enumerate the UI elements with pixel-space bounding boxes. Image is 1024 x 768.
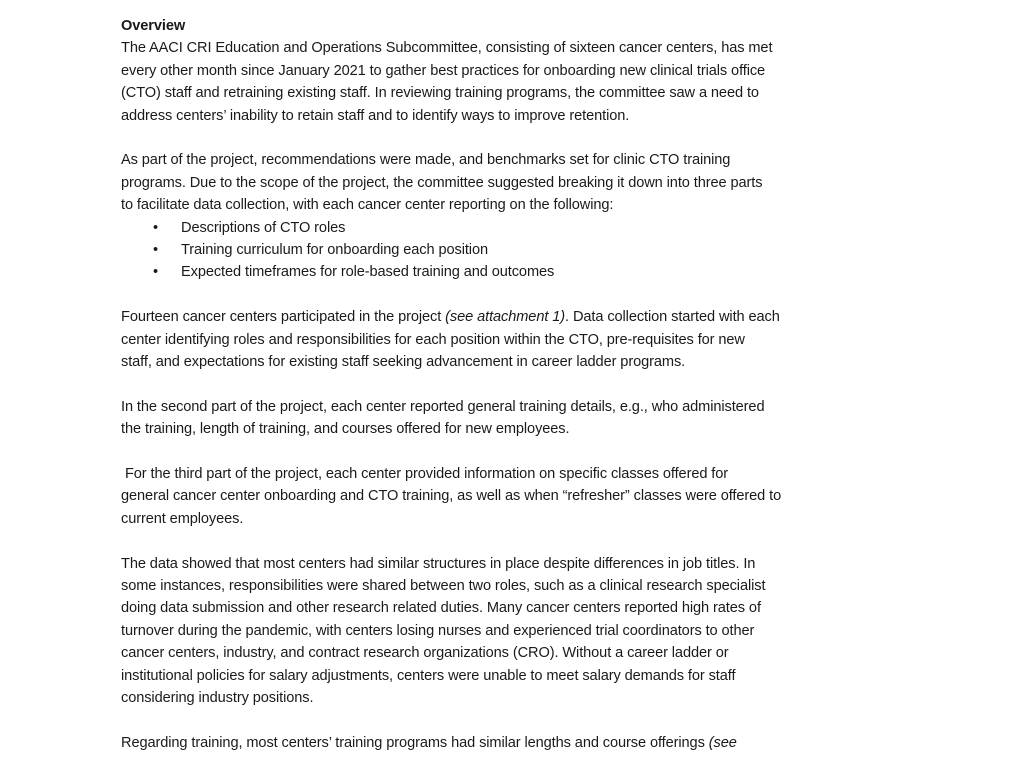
paragraph-line: center identifying roles and responsibilities for each position within the CTO, pre-requisites for new: [121, 331, 745, 348]
paragraph-1: [121, 37, 921, 127]
paragraph-6: [121, 553, 921, 710]
attachment-reference: (see attachment 1): [445, 309, 566, 326]
paragraph-line: [121, 306, 921, 328]
bullet-icon: •: [153, 242, 159, 259]
paragraph-line: institutional policies for salary adjustments, centers were unable to meet salary demands for staff: [121, 667, 736, 684]
section-heading: Overview: [121, 18, 186, 34]
paragraph-line: address centers’ inability to retain staff and to identify ways to improve retention.: [121, 107, 630, 124]
paragraph-line: [121, 732, 921, 754]
paragraph-line: programs. Due to the scope of the project, the committee suggested breaking it down into three parts: [121, 174, 763, 191]
paragraph-line: general cancer center onboarding and CTO training, as well as when “refresher” classes were offered to: [121, 488, 782, 505]
paragraph-line: turnover during the pandemic, with centers losing nurses and experienced trial coordinators to other: [121, 622, 755, 639]
paragraph-line: In the second part of the project, each center reported general training details, e.g., who administered: [121, 398, 765, 415]
paragraph-7: [121, 732, 921, 754]
paragraph-line: The AACI CRI Education and Operations Subcommittee, consisting of sixteen cancer centers, has met: [121, 40, 773, 57]
paragraph-line: every other month since January 2021 to gather best practices for onboarding new clinical trials office: [121, 62, 766, 79]
list-item: [121, 217, 921, 239]
list-item-text: Training curriculum for onboarding each position: [181, 242, 488, 259]
text-run: Fourteen cancer centers participated in the project: [121, 309, 446, 326]
bullet-list: [121, 217, 921, 284]
paragraph-5: [121, 463, 921, 530]
paragraph-line: the training, length of training, and courses offered for new employees.: [121, 421, 570, 438]
bullet-icon: •: [153, 219, 159, 236]
text-run: . Data collection started with each: [565, 309, 780, 326]
paragraph-4: [121, 396, 921, 441]
paragraph-3: [121, 306, 921, 373]
bullet-icon: •: [153, 264, 159, 281]
paragraph-2: [121, 149, 921, 216]
paragraph-line: The data showed that most centers had similar structures in place despite differences in job titles. In: [121, 555, 756, 572]
paragraph-line: doing data submission and other research related duties. Many cancer centers reported high rates of: [121, 600, 761, 617]
paragraph-line: As part of the project, recommendations were made, and benchmarks set for clinic CTO training: [121, 152, 731, 169]
paragraph-line: (CTO) staff and retraining existing staff. In reviewing training programs, the committee saw a need to: [121, 85, 759, 102]
list-item: [121, 261, 921, 283]
attachment-reference: (see: [708, 734, 737, 751]
paragraph-line: current employees.: [121, 510, 244, 527]
document-body: [121, 15, 921, 768]
paragraph-line: to facilitate data collection, with each cancer center reporting on the following:: [121, 197, 614, 214]
paragraph-line: some instances, responsibilities were shared between two roles, such as a clinical research specialist: [121, 578, 766, 595]
paragraph-line: For the third part of the project, each center provided information on specific classes offered for: [121, 466, 729, 483]
paragraph-line: cancer centers, industry, and contract research organizations (CRO). Without a career ladder or: [121, 645, 729, 662]
list-item: [121, 239, 921, 261]
paragraph-line: staff, and expectations for existing staff seeking advancement in career ladder programs.: [121, 354, 686, 371]
list-item-text: Expected timeframes for role-based training and outcomes: [181, 264, 555, 281]
list-item-text: Descriptions of CTO roles: [181, 219, 346, 236]
paragraph-line: considering industry positions.: [121, 690, 314, 707]
text-run: Regarding training, most centers’ training programs had similar lengths and course offerings: [121, 734, 709, 751]
